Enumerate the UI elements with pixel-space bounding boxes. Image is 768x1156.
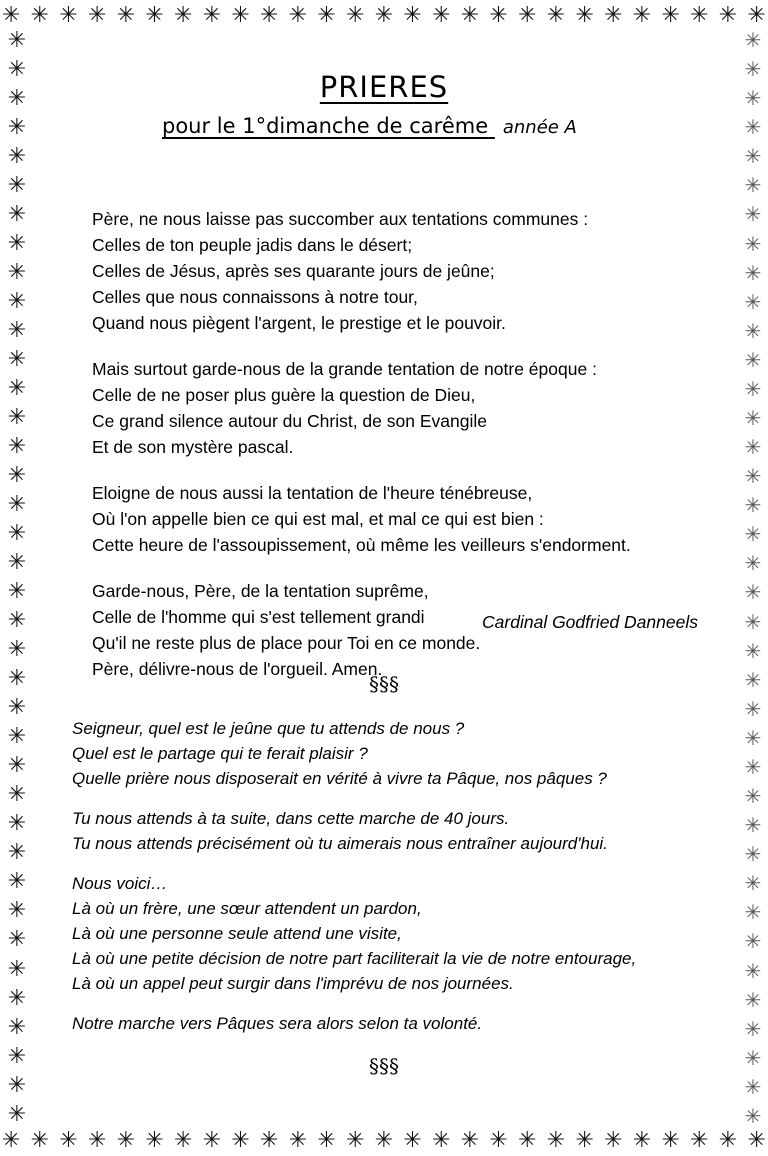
prayer-line: Garde-nous, Père, de la tentation suprême, (92, 581, 429, 601)
asterisk-star-icon: ✳ (30, 1128, 50, 1153)
asterisk-star-icon: ✳ (744, 638, 762, 663)
star-border-left (2, 30, 32, 1126)
liturgical-year: année A (502, 117, 577, 138)
asterisk-star-icon: ✳ (7, 985, 27, 1011)
asterisk-star-icon: ✳ (460, 1128, 480, 1153)
asterisk-star-icon: ✳ (7, 1014, 27, 1040)
asterisk-star-icon: ✳ (7, 608, 27, 634)
asterisk-star-icon: ✳ (260, 1128, 279, 1153)
asterisk-star-icon: ✳ (747, 3, 766, 28)
asterisk-star-icon: ✳ (7, 347, 27, 373)
asterisk-star-icon: ✳ (744, 580, 762, 605)
asterisk-star-icon: ✳ (317, 3, 336, 28)
prayer-line: Celle de l'homme qui s'est tellement grandi (92, 607, 425, 627)
star-border-top (2, 0, 766, 32)
asterisk-star-icon: ✳ (7, 579, 27, 605)
asterisk-star-icon: ✳ (744, 900, 762, 925)
prayer-line: Quand nous piègent l'argent, le prestige et le pouvoir. (92, 313, 506, 333)
asterisk-star-icon: ✳ (374, 1128, 394, 1153)
asterisk-star-icon: ✳ (7, 869, 27, 895)
prayer-line: Celles de Jésus, après ses quarante jours de jeûne; (92, 261, 495, 281)
asterisk-star-icon: ✳ (744, 173, 762, 198)
asterisk-star-icon: ✳ (744, 1074, 762, 1099)
asterisk-star-icon: ✳ (690, 1128, 709, 1153)
asterisk-star-icon: ✳ (744, 347, 762, 372)
asterisk-star-icon: ✳ (7, 173, 27, 199)
asterisk-star-icon: ✳ (744, 667, 762, 692)
stanza (72, 716, 737, 791)
asterisk-star-icon: ✳ (7, 695, 27, 721)
stanza (92, 480, 732, 558)
stanza (72, 806, 737, 856)
asterisk-star-icon: ✳ (744, 231, 762, 256)
asterisk-star-icon: ✳ (7, 115, 27, 141)
asterisk-star-icon: ✳ (744, 435, 762, 460)
asterisk-star-icon: ✳ (744, 115, 762, 140)
asterisk-star-icon: ✳ (7, 144, 27, 170)
asterisk-star-icon: ✳ (7, 376, 27, 402)
asterisk-star-icon: ✳ (744, 493, 762, 518)
asterisk-star-icon: ✳ (747, 1128, 766, 1153)
asterisk-star-icon: ✳ (690, 3, 709, 28)
asterisk-star-icon: ✳ (288, 3, 308, 28)
prayer-line: Notre marche vers Pâques sera alors selon ta volonté. (72, 1014, 483, 1033)
asterisk-star-icon: ✳ (7, 666, 27, 692)
asterisk-star-icon: ✳ (489, 3, 508, 28)
section-separator: §§§ (369, 672, 399, 696)
prayer-line: Là où un appel peut surgir dans l'imprévu de nos journées. (72, 974, 514, 993)
prayer-line: Nous voici… (72, 874, 168, 893)
asterisk-star-icon: ✳ (744, 813, 762, 838)
asterisk-star-icon: ✳ (346, 1128, 365, 1153)
asterisk-star-icon: ✳ (744, 725, 762, 750)
asterisk-star-icon: ✳ (744, 929, 762, 954)
prayer-line: Quelle prière nous disposerait en vérité à vivre ta Pâque, nos pâques ? (72, 769, 607, 788)
asterisk-star-icon: ✳ (546, 1128, 566, 1153)
asterisk-star-icon: ✳ (30, 3, 50, 28)
page-title: PRIERES (319, 70, 449, 104)
prayer-line: Ce grand silence autour du Christ, de son Evangile (92, 411, 487, 431)
asterisk-star-icon: ✳ (374, 3, 394, 28)
star-border-right (738, 30, 768, 1126)
asterisk-star-icon: ✳ (744, 696, 762, 721)
prayer-line: Quel est le partage qui te ferait plaisir ? (72, 744, 368, 763)
asterisk-star-icon: ✳ (116, 3, 136, 28)
asterisk-star-icon: ✳ (7, 260, 27, 286)
prayer-lent (72, 716, 737, 1051)
asterisk-star-icon: ✳ (7, 492, 27, 518)
asterisk-star-icon: ✳ (7, 434, 27, 460)
asterisk-star-icon: ✳ (718, 1128, 738, 1153)
asterisk-star-icon: ✳ (59, 1128, 78, 1153)
asterisk-star-icon: ✳ (88, 1128, 107, 1153)
prayer-line: Celles que nous connaissons à notre tour, (92, 287, 418, 307)
asterisk-star-icon: ✳ (260, 3, 279, 28)
asterisk-star-icon: ✳ (718, 3, 738, 28)
stanza (92, 206, 732, 336)
asterisk-star-icon: ✳ (744, 871, 762, 896)
asterisk-star-icon: ✳ (88, 3, 107, 28)
asterisk-star-icon: ✳ (145, 1128, 164, 1153)
asterisk-star-icon: ✳ (346, 3, 365, 28)
prayer-line: Tu nous attends à ta suite, dans cette marche de 40 jours. (72, 809, 510, 828)
asterisk-star-icon: ✳ (403, 1128, 422, 1153)
asterisk-star-icon: ✳ (7, 811, 27, 837)
asterisk-star-icon: ✳ (7, 1043, 27, 1069)
asterisk-star-icon: ✳ (744, 987, 762, 1012)
prayer-line: Là où un frère, une sœur attendent un pardon, (72, 899, 422, 918)
asterisk-star-icon: ✳ (744, 144, 762, 169)
prayer-author: Cardinal Godfried Danneels (482, 612, 698, 632)
asterisk-star-icon: ✳ (7, 202, 27, 228)
asterisk-star-icon: ✳ (288, 1128, 308, 1153)
prayer-line: Mais surtout garde-nous de la grande tentation de notre époque : (92, 359, 597, 379)
asterisk-star-icon: ✳ (7, 318, 27, 344)
asterisk-star-icon: ✳ (744, 754, 762, 779)
asterisk-star-icon: ✳ (744, 406, 762, 431)
asterisk-star-icon: ✳ (174, 1128, 193, 1153)
prayer-line: Eloigne de nous aussi la tentation de l'heure ténébreuse, (92, 483, 533, 503)
asterisk-star-icon: ✳ (116, 1128, 136, 1153)
page-subtitle (162, 114, 577, 138)
asterisk-star-icon: ✳ (7, 724, 27, 750)
asterisk-star-icon: ✳ (744, 1045, 762, 1070)
asterisk-star-icon: ✳ (661, 3, 680, 28)
prayer-line: Là où une personne seule attend une visite, (72, 924, 402, 943)
asterisk-star-icon: ✳ (604, 3, 623, 28)
asterisk-star-icon: ✳ (744, 609, 762, 634)
asterisk-star-icon: ✳ (744, 30, 762, 52)
asterisk-star-icon: ✳ (7, 1101, 27, 1126)
asterisk-star-icon: ✳ (432, 1128, 451, 1153)
asterisk-star-icon: ✳ (2, 1128, 21, 1153)
stanza (92, 356, 732, 460)
asterisk-star-icon: ✳ (174, 3, 193, 28)
prayer-line: Là où une petite décision de notre part faciliterait la vie de notre entourage, (72, 949, 637, 968)
asterisk-star-icon: ✳ (744, 202, 762, 227)
asterisk-star-icon: ✳ (460, 3, 480, 28)
asterisk-star-icon: ✳ (489, 1128, 508, 1153)
asterisk-star-icon: ✳ (744, 260, 762, 285)
asterisk-star-icon: ✳ (7, 86, 27, 112)
asterisk-star-icon: ✳ (59, 3, 78, 28)
asterisk-star-icon: ✳ (7, 550, 27, 576)
prayer-line: Celle de ne poser plus guère la question de Dieu, (92, 385, 476, 405)
asterisk-star-icon: ✳ (7, 289, 27, 315)
asterisk-star-icon: ✳ (7, 521, 27, 547)
asterisk-star-icon: ✳ (231, 1128, 250, 1153)
asterisk-star-icon: ✳ (7, 1072, 27, 1098)
asterisk-star-icon: ✳ (7, 898, 27, 924)
prayer-line: Cette heure de l'assoupissement, où même les veilleurs s'endorment. (92, 535, 631, 555)
asterisk-star-icon: ✳ (604, 1128, 623, 1153)
asterisk-star-icon: ✳ (7, 30, 27, 53)
prayer-line: Où l'on appelle bien ce qui est mal, et mal ce qui est bien : (92, 509, 544, 529)
asterisk-star-icon: ✳ (145, 3, 164, 28)
asterisk-star-icon: ✳ (7, 956, 27, 982)
prayer-line: Père, ne nous laisse pas succomber aux tentations communes : (92, 209, 589, 229)
asterisk-star-icon: ✳ (632, 3, 652, 28)
asterisk-star-icon: ✳ (202, 3, 222, 28)
asterisk-star-icon: ✳ (744, 842, 762, 867)
stanza (72, 871, 737, 996)
asterisk-star-icon: ✳ (575, 1128, 594, 1153)
subtitle-text: pour le 1°dimanche de carême (162, 114, 489, 138)
asterisk-star-icon: ✳ (202, 1128, 222, 1153)
asterisk-star-icon: ✳ (744, 57, 762, 82)
asterisk-star-icon: ✳ (7, 405, 27, 431)
asterisk-star-icon: ✳ (7, 231, 27, 257)
asterisk-star-icon: ✳ (632, 1128, 652, 1153)
asterisk-star-icon: ✳ (7, 753, 27, 779)
prayer-line: Et de son mystère pascal. (92, 437, 294, 457)
asterisk-star-icon: ✳ (744, 522, 762, 547)
asterisk-star-icon: ✳ (231, 3, 250, 28)
asterisk-star-icon: ✳ (744, 1103, 762, 1126)
asterisk-star-icon: ✳ (546, 3, 566, 28)
prayer-line: Qu'il ne reste plus de place pour Toi en ce monde. (92, 633, 481, 653)
asterisk-star-icon: ✳ (661, 1128, 680, 1153)
asterisk-star-icon: ✳ (7, 463, 27, 489)
asterisk-star-icon: ✳ (7, 927, 27, 953)
asterisk-star-icon: ✳ (7, 782, 27, 808)
prayer-line: Père, délivre-nous de l'orgueil. Amen. (92, 659, 383, 679)
asterisk-star-icon: ✳ (744, 289, 762, 314)
asterisk-star-icon: ✳ (744, 318, 762, 343)
asterisk-star-icon: ✳ (7, 57, 27, 83)
asterisk-star-icon: ✳ (2, 3, 21, 28)
asterisk-star-icon: ✳ (744, 551, 762, 576)
asterisk-star-icon: ✳ (744, 784, 762, 809)
asterisk-star-icon: ✳ (518, 3, 537, 28)
prayer-line: Seigneur, quel est le jeûne que tu attends de nous ? (72, 719, 465, 738)
prayer-line: Tu nous attends précisément où tu aimerais nous entraîner aujourd'hui. (72, 834, 608, 853)
section-separator: §§§ (369, 1054, 399, 1078)
asterisk-star-icon: ✳ (317, 1128, 336, 1153)
asterisk-star-icon: ✳ (403, 3, 422, 28)
asterisk-star-icon: ✳ (518, 1128, 537, 1153)
prayer-line: Celles de ton peuple jadis dans le désert; (92, 235, 413, 255)
star-border-bottom (2, 1126, 766, 1156)
asterisk-star-icon: ✳ (744, 958, 762, 983)
asterisk-star-icon: ✳ (744, 86, 762, 111)
asterisk-star-icon: ✳ (432, 3, 451, 28)
asterisk-star-icon: ✳ (7, 840, 27, 866)
asterisk-star-icon: ✳ (575, 3, 594, 28)
asterisk-star-icon: ✳ (744, 376, 762, 401)
asterisk-star-icon: ✳ (744, 1016, 762, 1041)
stanza (72, 1011, 737, 1036)
asterisk-star-icon: ✳ (744, 464, 762, 489)
asterisk-star-icon: ✳ (7, 637, 27, 663)
